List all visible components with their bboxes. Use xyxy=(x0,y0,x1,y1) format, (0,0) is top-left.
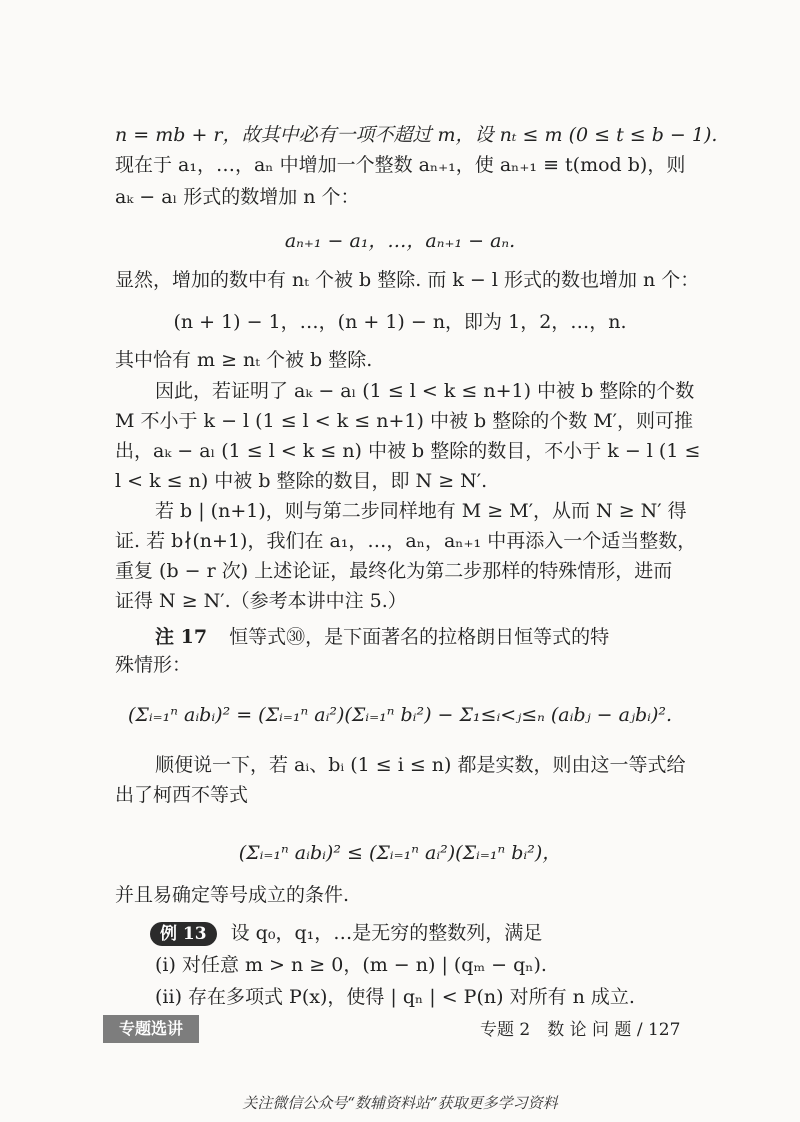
text-line: 出，aₖ − aₗ (1 ≤ l < k ≤ n) 中被 b 整除的数目，不小于 k − l (1 ≤ xyxy=(115,440,701,462)
text-line: 因此，若证明了 aₖ − aₗ (1 ≤ l < k ≤ n+1) 中被 b 整除的个数 xyxy=(155,380,695,402)
note-label: 注 17 xyxy=(155,626,208,648)
formula: (n + 1) − 1，…，(n + 1) − n，即为 1，2，…，n. xyxy=(173,311,627,333)
text-line: l < k ≤ n) 中被 b 整除的数目，即 N ≥ N′. xyxy=(115,470,488,492)
text-line: 证得 N ≥ N′.（参考本讲中注 5.） xyxy=(115,590,407,612)
text-line: aₖ − aₗ 形式的数增加 n 个： xyxy=(115,186,360,208)
text-line: M 不小于 k − l (1 ≤ l < k ≤ n+1) 中被 b 整除的个数 M′，则可推 xyxy=(115,410,693,432)
condition-i: (i) 对任意 m > n ≥ 0，(m − n) | (qₘ − qₙ). xyxy=(155,954,547,976)
section-tab: 专题选讲 xyxy=(103,1015,199,1043)
text-line: 重复 (b − r 次) 上述论证，最终化为第二步那样的特殊情形，进而 xyxy=(115,560,673,582)
page-footer: 专题 2 数 论 问 题 / 127 xyxy=(480,1020,681,1040)
text-line: 并且易确定等号成立的条件. xyxy=(115,884,350,906)
text-line: 若 b | (n+1)，则与第二步同样地有 M ≥ M′，从而 N ≥ N′ 得 xyxy=(155,500,687,522)
example-heading xyxy=(150,918,730,948)
text-line: 证. 若 b∤(n+1)，我们在 a₁，…，aₙ，aₙ₊₁ 中再添入一个适当整数， xyxy=(115,530,697,552)
example-badge: 例 13 xyxy=(150,922,217,946)
example-text: 设 q₀，q₁，…是无穷的整数列，满足 xyxy=(230,922,543,944)
text-line: 出了柯西不等式 xyxy=(115,784,249,806)
formula-cauchy: (Σᵢ₌₁ⁿ aᵢbᵢ)² ≤ (Σᵢ₌₁ⁿ aᵢ²)(Σᵢ₌₁ⁿ bᵢ²)， xyxy=(238,842,562,864)
text-line: 殊情形： xyxy=(115,654,192,676)
text-line: n = mb + r，故其中必有一项不超过 m，设 nₜ ≤ m (0 ≤ t ≤ b − 1). xyxy=(115,124,718,146)
text-line: 显然，增加的数中有 nₜ 个被 b 整除. 而 k − l 形式的数也增加 n 个： xyxy=(115,269,700,291)
text-line: 其中恰有 m ≥ nₜ 个被 b 整除. xyxy=(115,349,373,371)
condition-ii: (ii) 存在多项式 P(x)，使得 | qₙ | < P(n) 对所有 n 成立. xyxy=(155,986,635,1008)
note-heading xyxy=(155,622,735,652)
note-text: 恒等式㉚，是下面著名的拉格朗日恒等式的特 xyxy=(229,626,610,648)
watermark-text: 关注微信公众号“数辅资料站”获取更多学习资料 xyxy=(242,1094,558,1112)
formula-lagrange: (Σᵢ₌₁ⁿ aᵢbᵢ)² = (Σᵢ₌₁ⁿ aᵢ²)(Σᵢ₌₁ⁿ bᵢ²) − Σ₁≤ᵢ<ⱼ≤ₙ (aᵢbⱼ − aⱼbᵢ)². xyxy=(127,704,673,726)
text-line: 顺便说一下，若 aᵢ、bᵢ (1 ≤ i ≤ n) 都是实数，则由这一等式给 xyxy=(155,754,686,776)
formula: aₙ₊₁ − a₁，…，aₙ₊₁ − aₙ. xyxy=(284,230,516,252)
text-line: 现在于 a₁，…，aₙ 中增加一个整数 aₙ₊₁，使 aₙ₊₁ ≡ t(mod b)，则 xyxy=(115,154,686,176)
